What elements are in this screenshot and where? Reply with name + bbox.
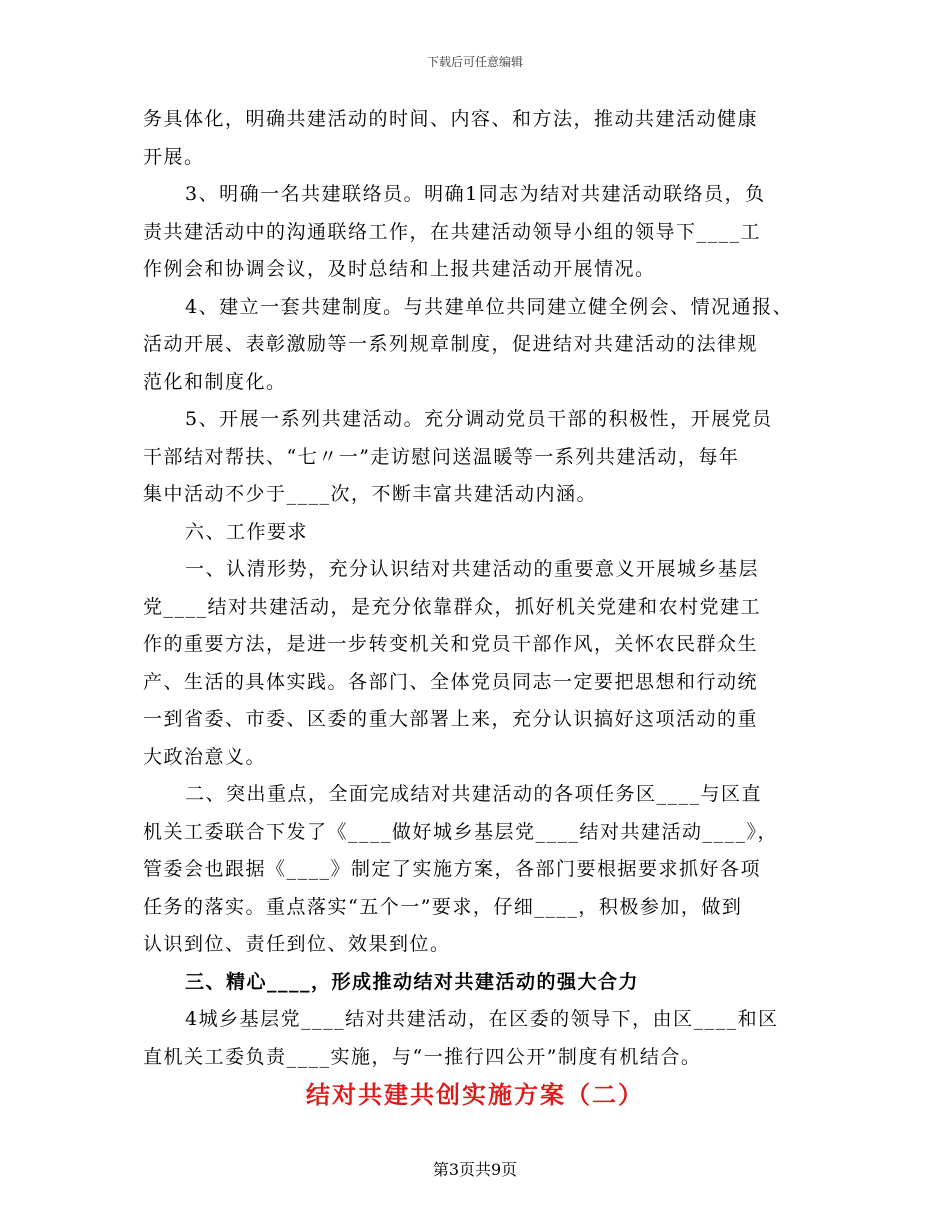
text-line: 六、工作要求 — [185, 520, 309, 543]
text-line: 认识到位、责任到位、效果到位。 — [143, 933, 451, 955]
text-line: 产、生活的具体实践。各部门、全体党员同志一定要把思想和行动统 — [143, 670, 759, 693]
text-line: 党____结对共建活动，是充分依靠群众，抓好机关党建和农村党建工 — [143, 595, 762, 618]
text-line: 一、认清形势，充分认识结对共建活动的重要意义开展城乡基层 — [185, 558, 760, 580]
text-line: 活动开展、表彰激励等一系列规章制度，促进结对共建活动的法律规 — [143, 333, 759, 355]
text-line: 机关工委联合下发了《____做好城乡基层党____结对共建活动____》， — [143, 820, 779, 843]
text-line: 管委会也跟据《____》制定了实施方案，各部门要根据要求抓好各项 — [143, 858, 762, 880]
text-line: 责共建活动中的沟通联络工作，在共建活动领导小组的领导下____工 — [143, 220, 762, 243]
text-line: 务具体化，明确共建活动的时间、内容、和方法，推动共建活动健康 — [143, 108, 759, 130]
page-header: 下载后可任意编辑 — [426, 55, 523, 69]
text-line: 一到省委、市委、区委的重大部署上来，充分认识搞好这项活动的重 — [143, 708, 759, 730]
text-line: 集中活动不少于____次，不断丰富共建活动内涵。 — [143, 483, 598, 505]
text-line: 作的重要方法，是进一步转变机关和党员干部作风，关怀农民群众生 — [143, 633, 759, 655]
section-title: 结对共建共创实施方案（二） — [306, 1080, 644, 1109]
text-line: 直机关工委负责____实施，与“一推行四公开”制度有机结合。 — [143, 1045, 702, 1068]
text-line: 大政治意义。 — [143, 745, 267, 768]
text-line: 作例会和协调会议，及时总结和上报共建活动开展情况。 — [143, 258, 656, 280]
text-line: 4、建立一套共建制度。与共建单位共同建立健全例会、情况通报、 — [185, 295, 794, 318]
text-line: 二、突出重点，全面完成结对共建活动的各项任务区____与区直 — [185, 783, 763, 805]
text-line: 4城乡基层党____结对共建活动，在区委的领导下，由区____和区 — [185, 1008, 779, 1030]
text-line: 5、开展一系列共建活动。充分调动党员干部的积极性，开展党员 — [185, 408, 773, 430]
text-line: 范化和制度化。 — [143, 370, 287, 393]
page-footer: 第3页共9页 — [432, 1160, 518, 1179]
text-line: 任务的落实。重点落实“五个一”要求，仔细____，积极参加，做到 — [143, 895, 743, 918]
document-body — [143, 101, 833, 1076]
text-line: 3、明确一名共建联络员。明确1同志为结对共建活动联络员，负 — [185, 183, 766, 205]
text-line: 三、精心____，形成推动结对共建活动的强大合力 — [185, 970, 640, 993]
text-line: 干部结对帮扶、“七〃一”走访慰问送温暖等一系列共建活动，每年 — [143, 445, 740, 468]
text-line: 开展。 — [143, 145, 205, 168]
